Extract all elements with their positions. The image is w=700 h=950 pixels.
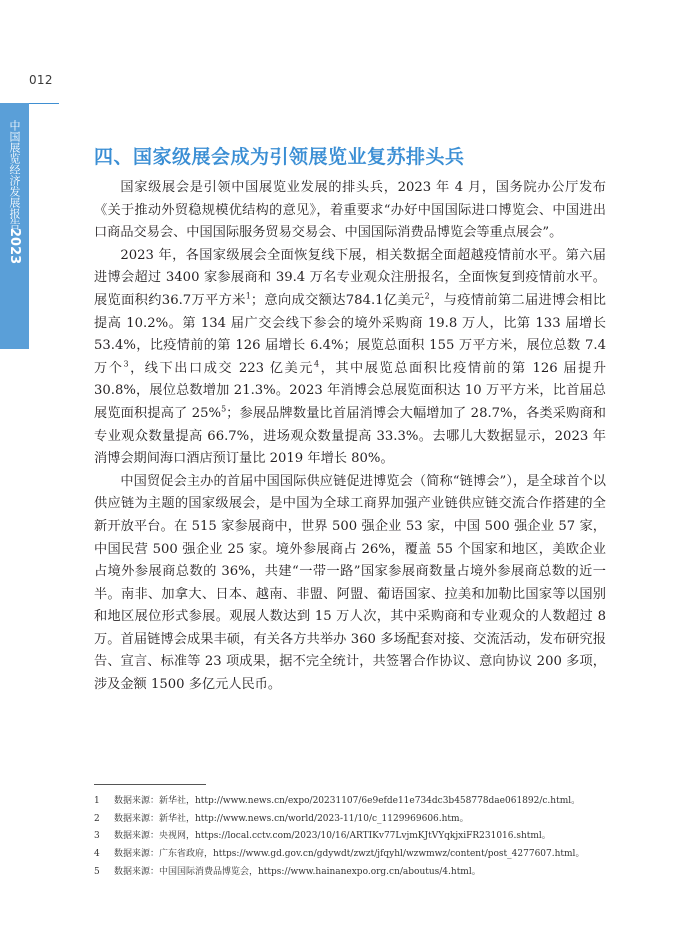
footnote-rule [94, 784, 206, 785]
body-text [94, 177, 606, 697]
footnotes [94, 793, 614, 882]
footnote: 1 数据来源：新华社，http://www.news.cn/expo/20231107/6e9efde11e734dc3b458778dae061892/c.html。 [94, 796, 581, 806]
footnote: 5 数据来源：中国国际消费品博览会，https://www.hainanexpo.org.cn/aboutus/4.html。 [94, 866, 481, 877]
footnote-ref: 3 [123, 359, 129, 369]
footnote-ref: 5 [221, 404, 227, 414]
footnote: 4 数据来源：广东省政府，https://www.gd.gov.cn/gdywdt/zwzt/jfqyhl/wzwmwz/content/post_4277607.html。 [94, 849, 585, 860]
side-tab-year: 2023 [7, 228, 22, 265]
footnote-ref: 2 [424, 291, 430, 301]
paragraph: 国家级展会是引领中国展览业发展的排头兵，2023 年 4 月，国务院办公厅发布《关于推动外贸稳规模优结构的意见》，着重要求“办好中国国际进口博览会、中国进出口商品交易会、中国国际服务贸易交易会、中国国际消费品博览会等重点展会”。 [94, 180, 606, 241]
paragraph: 2023 年，各国家级展会全面恢复线下展，相关数据全面超越疫情前水平。第六届进博会超过 3400 家参展商和 39.4 万名专业观众注册报名，全面恢复到疫情前水平。展览面积约36.7万平方米$^1$；意向成交额达784.1亿美元$^2$，与疫情前第二届进博会相比提高 10.2%。第 134 届广交会线下参会的境外采购商 19.8 万人，比第 133 届增长 53.4%，比疫情前的第 126 届增长 6.4%；展览总面积 155 万平方米，展位总数 7.4 万个$^3$，线下出口成交 223 亿美元$^4$，其中展览总面积比疫情前的第 126 届提升 30.8%，展位总数增加 21.3%。2023 年消博会总展览面积达 10 万平方米，比首届总展览面积提高了 25%$^5$；参展品牌数量比首届消博会大幅增加了 28.7%，各类采购商和专业观众数量提高 66.7%，进场观众数量提高 33.3%。去哪儿大数据显示，2023 年消博会期间海口酒店预订量比 2019 年增长 80%。 [94, 247, 607, 467]
page-number: 012 [29, 73, 53, 87]
footnote: 2 数据来源：新华社，http://www.news.cn/world/2023-11/10/c_1129969606.htm。 [94, 813, 469, 824]
paragraph: 中国贸促会主办的首届中国国际供应链促进博览会（简称“链博会”），是全球首个以供应链为主题的国家级展会，是中国为全球工商界加强产业链供应链交流合作搭建的全新开放平台。在 515 家参展商中，世界 500 强企业 53 家，中国 500 强企业 57 家，中国民营 500 强企业 25 家。境外参展商占 26%，覆盖 55 个国家和地区，美欧企业占境外参展商总数的 36%，共建“一带一路”国家参展商数量占境外参展商总数的近一半。南非、加拿大、日本、越南、非盟、阿盟、葡语国家、拉美和加勒比国家等以国别和地区展位形式参展。观展人数达到 15 万人次，其中采购商和专业观众的人数超过 8 万。首届链博会成果丰硕，有关各方共举办 360 多场配套对接、交流活动，发布研究报告、宣言、标准等 23 项成果，据不完全统计，共签署合作协议、意向协议 200 多项，涉及金额 1500 多亿元人民币。 [94, 473, 606, 693]
section-heading: 四、国家级展会成为引领展览业复苏排头兵 [94, 146, 465, 168]
footnote-ref: 1 [245, 291, 251, 301]
footnote: 3 数据来源：央视网，https://local.cctv.com/2023/10/16/ARTIKv77LvjmKJtVYqkjxiFR231016.shtml。 [94, 831, 551, 842]
footnote-ref: 4 [313, 359, 320, 369]
side-tab-title: 中国展览经济发展报告 [8, 120, 21, 230]
page-number-rule [29, 103, 59, 104]
